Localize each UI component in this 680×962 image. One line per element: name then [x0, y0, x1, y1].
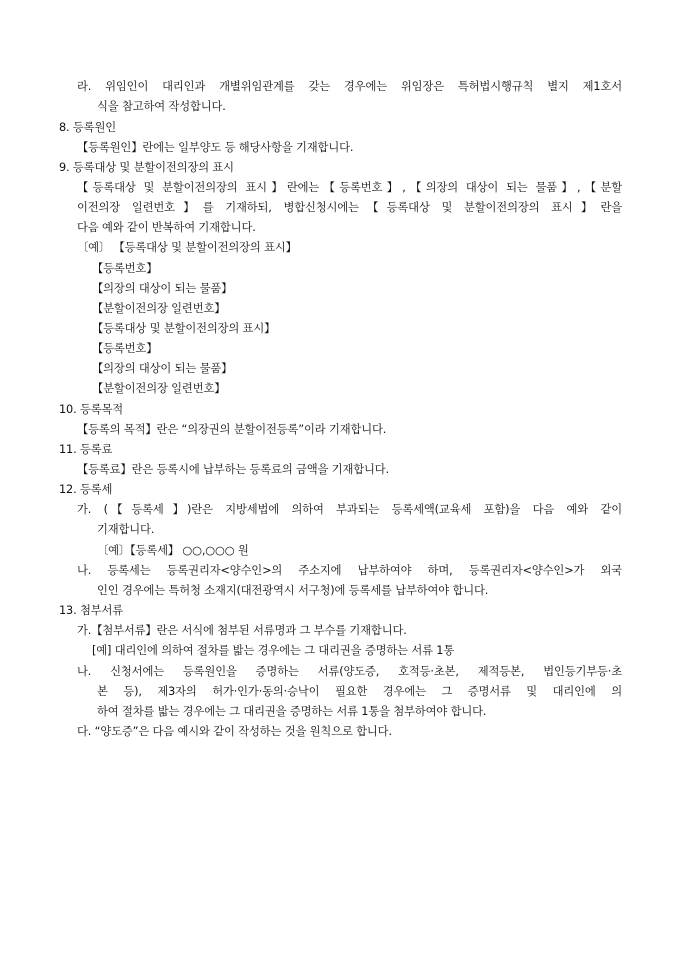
section-9-example-item: 【등록대상 및 분할이전의장의 표시】: [92, 322, 276, 335]
section-12-ga-example: 〔예〕【등록세】 ○○,○○○ 원: [97, 544, 249, 557]
section-12-ga-line-2: 기재합니다.: [97, 523, 155, 536]
section-9-body-line-2: 이전의장 일련번호】를 기재하되, 병합신청시에는【등록대상 및 분할이전의장의 표시】란을: [77, 201, 622, 214]
item-ra-line-2: 식을 참고하여 작성합니다.: [97, 100, 226, 113]
section-11-body: 【등록료】란은 등록시에 납부하는 등록료의 금액을 기재합니다.: [77, 463, 390, 476]
section-12-ga-line-1: 가. (【등록세】)란은 지방세법에 의하여 부과되는 등록세액(교육세 포함)을 다음 예와 같이: [77, 503, 622, 516]
section-9-example-item: 【분할이전의장 일련번호】: [92, 382, 226, 395]
section-9-example-item: 【등록번호】: [92, 262, 158, 275]
section-12-na-line-1: 나. 등록세는 등록권리자<양수인>의 주소지에 납부하여야 하며, 등록권리자<양수인>가 외국: [77, 564, 622, 577]
section-9-example-item: 【등록번호】: [92, 342, 158, 355]
section-11-heading: 11. 등록료: [59, 443, 113, 456]
section-13-ga-line-1: 가.【첨부서류】란은 서식에 첨부된 서류명과 그 부수를 기재합니다.: [77, 624, 407, 637]
section-9-body-line-1: 【등록대상 및 분할이전의장의 표시】란에는【등록번호】,【의장의 대상이 되는 물품】,【분할: [77, 181, 622, 194]
section-10-body: 【등록의 목적】란은 “의장권의 분할이전등록”이라 기재합니다.: [77, 423, 387, 436]
section-13-ga-example: [예] 대리인에 의하여 절차를 밟는 경우에는 그 대리권을 증명하는 서류 1통: [92, 644, 455, 657]
section-12-na-line-2: 인인 경우에는 특허청 소재지(대전광역시 서구청)에 등록세를 납부하여야 합니다.: [97, 584, 489, 597]
section-13-na-line-3: 하여 절차를 밟는 경우에는 그 대리권을 증명하는 서류 1통을 첨부하여야 합니다.: [97, 705, 487, 718]
section-9-example-item: 【의장의 대상이 되는 물품】: [92, 362, 233, 375]
section-13-heading: 13. 첨부서류: [59, 604, 124, 617]
section-13-da-line-1: 다. “양도증”은 다음 예시와 같이 작성하는 것을 원칙으로 합니다.: [77, 725, 392, 738]
section-9-example-label: 〔예〕 【등록대상 및 분할이전의장의 표시】: [77, 241, 297, 254]
section-13-na-line-2: 본 등), 제3자의 허가·인가·동의·승낙이 필요한 경우에는 그 증명서류 및 대리인에 의: [97, 685, 622, 698]
section-8-body: 【등록원인】란에는 일부양도 등 해당사항을 기재합니다.: [77, 141, 354, 154]
section-13-na-line-1: 나. 신청서에는 등록원인을 증명하는 서류(양도증, 호적등·초본, 제적등본, 법인등기부등·초: [77, 665, 622, 678]
section-9-heading: 9. 등록대상 및 분할이전의장의 표시: [59, 161, 234, 174]
item-ra-line-1: 라. 위임인이 대리인과 개별위임관계를 갖는 경우에는 위임장은 특허법시행규칙 별지 제1호서: [77, 80, 622, 93]
section-9-example-item: 【의장의 대상이 되는 물품】: [92, 282, 233, 295]
section-10-heading: 10. 등록목적: [59, 403, 124, 416]
section-8-heading: 8. 등록원인: [59, 121, 116, 134]
section-9-body-line-3: 다음 예와 같이 반복하여 기재합니다.: [77, 221, 256, 234]
section-12-heading: 12. 등록세: [59, 483, 113, 496]
section-9-example-item: 【분할이전의장 일련번호】: [92, 302, 226, 315]
